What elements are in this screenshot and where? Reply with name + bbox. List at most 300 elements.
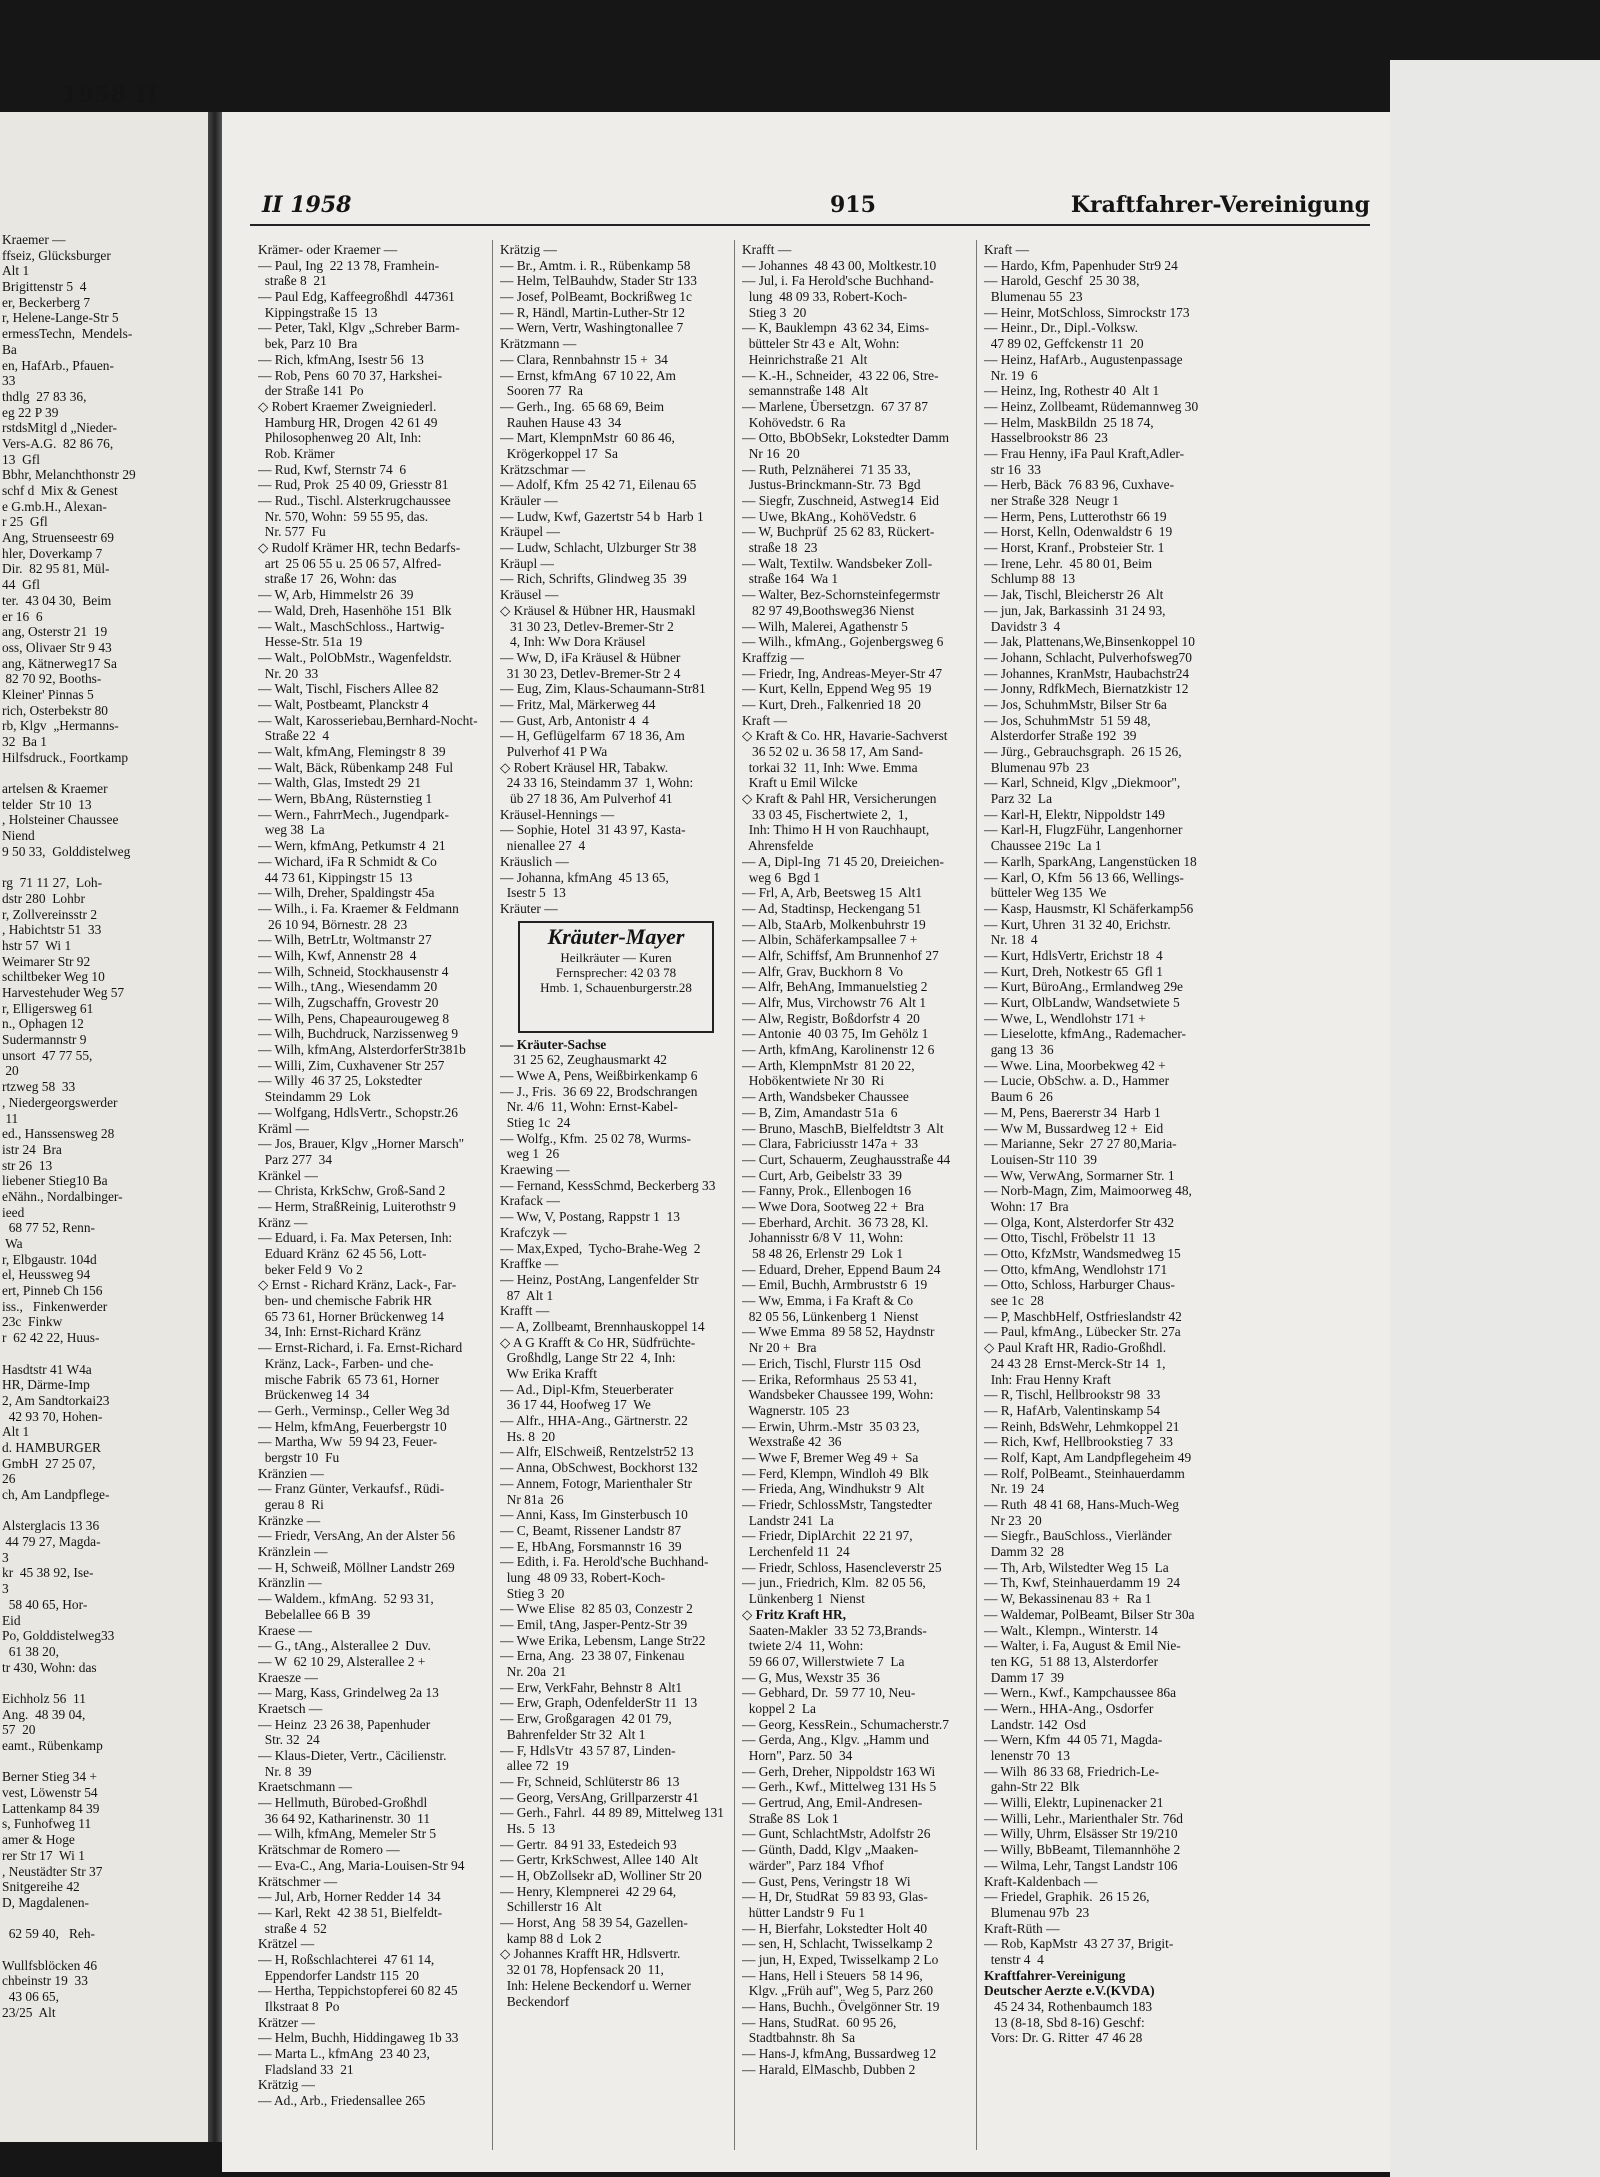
directory-entry-line: — Ferd, Klempn, Windloh 49 Blk xyxy=(742,1465,929,1481)
directory-entry-line: ◇ Fritz Kraft HR, xyxy=(742,1606,846,1622)
directory-entry-line: — R, Tischl, Hellbrookstr 98 33 xyxy=(984,1387,1161,1403)
left-fragment-line: 11 xyxy=(2,1110,19,1126)
directory-entry-line: Inh: Helene Beckendorf u. Werner xyxy=(500,1977,691,1993)
directory-entry-line: Krafft — xyxy=(742,242,792,257)
left-fragment-line: Wa xyxy=(2,1236,23,1251)
directory-entry-line: — Sophie, Hotel 31 43 97, Kasta- xyxy=(500,822,686,838)
directory-entry-line: — Norb-Magn, Zim, Maimoorweg 48, xyxy=(984,1183,1192,1199)
directory-entry-line: Nr. 18 4 xyxy=(984,932,1038,948)
directory-entry-line: — sen, H, Schlacht, Twisselkamp 2 xyxy=(742,1936,933,1952)
directory-entry-line: Krätzel — xyxy=(258,1936,315,1952)
directory-entry-line: — Eberhard, Archit. 36 73 28, Kl. xyxy=(742,1214,929,1230)
directory-entry-line: — Wilma, Lehr, Tangst Landstr 106 xyxy=(984,1857,1178,1873)
directory-entry-line: — F, HdlsVtr 43 57 87, Linden- xyxy=(500,1742,676,1758)
directory-entry-line: — Ad., Arb., Friedensallee 265 xyxy=(258,2093,426,2109)
directory-entry-line: — Fr, Schneid, Schlüterstr 86 13 xyxy=(500,1773,680,1789)
directory-entry-line: — Karl, O, Kfm 56 13 66, Wellings- xyxy=(984,869,1184,885)
left-fragment-line: 44 79 27, Magda- xyxy=(2,1534,101,1550)
directory-entry-line: Nr. 4/6 11, Wohn: Ernst-Kabel- xyxy=(500,1099,678,1115)
directory-entry-line: — Otto, kfmAng, Wendlohstr 171 xyxy=(984,1261,1168,1277)
left-fragment-line xyxy=(2,1942,202,1958)
left-fragment-line: eg 22 P 39 xyxy=(2,404,59,420)
directory-entry-line: — Willi, Zim, Cuxhavener Str 257 xyxy=(258,1057,445,1073)
left-fragment-line: 33 xyxy=(2,373,16,389)
directory-entry-line: 36 17 44, Hoofweg 17 We xyxy=(500,1397,651,1413)
left-fragment-line: 44 Gfl xyxy=(2,577,40,593)
directory-entry-line: Louisen-Str 110 39 xyxy=(984,1151,1097,1167)
directory-entry-line: — Hertha, Teppichstopferei 60 82 45 xyxy=(258,1983,458,1999)
directory-entry-line: Ilkstraat 8 Po xyxy=(258,1999,340,2014)
directory-entry-line: bek, Parz 10 Bra xyxy=(258,336,358,352)
directory-entry-line: — Kurt, BüroAng., Ermlandweg 29e xyxy=(984,979,1183,995)
directory-entry-line: lung 48 09 33, Robert-Koch- xyxy=(500,1569,666,1585)
directory-entry-line: — Wern., Kwf., Kampchaussee 86a xyxy=(984,1685,1177,1701)
directory-entry-line: Kraft — xyxy=(984,242,1029,257)
left-fragment-line: 42 93 70, Hohen- xyxy=(2,1408,103,1424)
directory-entry-line: — Friedel, Graphik. 26 15 26, xyxy=(984,1889,1150,1905)
directory-entry-line: gahn-Str 22 Blk xyxy=(984,1779,1080,1795)
directory-entry-line: Alsterdorfer Straße 192 39 xyxy=(984,728,1137,744)
directory-entry-line: — Alfr., HHA-Ang., Gärtnerstr. 22 xyxy=(500,1413,688,1429)
directory-entry-line: — Emil, Buchh, Armbruststr 6 19 xyxy=(742,1277,928,1293)
directory-entry-line: Inh: Frau Henny Kraft xyxy=(984,1371,1111,1387)
directory-entry-line: tenstr 4 4 xyxy=(984,1951,1044,1967)
directory-entry-line: Großhdlg, Lange Str 22 4, Inh: xyxy=(500,1350,676,1366)
directory-entry-line: — Gerh., Kwf., Mittelweg 131 Hs 5 xyxy=(742,1779,937,1795)
directory-entry-line: — Gerda, Ang., Klgv. „Hamm und xyxy=(742,1732,929,1748)
directory-entry-line: 24 33 16, Steindamm 37 1, Wohn: xyxy=(500,775,694,791)
directory-entry-line: — Fernand, KessSchmd, Beckerberg 33 xyxy=(500,1177,716,1193)
directory-entry-line: Bahrenfelder Str 32 Alt 1 xyxy=(500,1726,646,1742)
directory-entry-line: bütteler Str 43 e Alt, Wohn: xyxy=(742,336,900,352)
directory-entry-line: 32 01 78, Hopfensack 20 11, xyxy=(500,1962,664,1978)
left-fragment-line: ieed xyxy=(2,1204,25,1220)
directory-entry-line: — Jul, i. Fa Herold'sche Buchhand- xyxy=(742,273,934,289)
directory-entry-line: — Siegfr, Zuschneid, Astweg14 Eid xyxy=(742,493,939,508)
directory-entry-line: — Marlene, Übersetzgn. 67 37 87 xyxy=(742,398,928,414)
directory-entry-line: Heinrichstraße 21 Alt xyxy=(742,351,868,367)
directory-entry-line: — Arth, Wandsbeker Chaussee xyxy=(742,1089,909,1105)
directory-entry-line: — Ww, D, iFa Kräusel & Hübner xyxy=(500,649,684,665)
directory-entry-line: twiete 2/4 11, Wohn: xyxy=(742,1638,867,1654)
directory-entry-line: koppel 2 La xyxy=(742,1700,817,1716)
directory-entry-line: 31 25 62, Zeughausmarkt 42 xyxy=(500,1052,667,1068)
directory-entry-line: 82 97 49,Boothsweg36 Nienst xyxy=(742,602,915,618)
directory-entry-line: — Lieselotte, kfmAng., Rademacher- xyxy=(984,1026,1187,1042)
directory-entry-line: — Ww, Emma, i Fa Kraft & Co xyxy=(742,1293,917,1309)
directory-entry-line: — Paul, Ing 22 13 78, Framhein- xyxy=(258,257,440,273)
directory-entry-line: Straße 22 4 xyxy=(258,728,330,744)
directory-entry-line: — Rud., Tischl. Alsterkrugchaussee xyxy=(258,493,451,508)
directory-entry-line: weg 38 La xyxy=(258,822,325,838)
left-fragment-line: r, Elbgaustr. 104d xyxy=(2,1251,97,1267)
directory-entry-line: 31 30 23, Detlev-Bremer-Str 2 xyxy=(500,618,674,634)
directory-entry-line: — Gust, Pens, Veringstr 18 Wi xyxy=(742,1873,911,1889)
directory-entry-line: Krämer- oder Kraemer — xyxy=(258,242,398,257)
directory-entry-line: — K.-H., Schneider, 43 22 06, Stre- xyxy=(742,367,939,383)
directory-entry-line: ◇ A G Krafft & Co HR, Südfrüchte- xyxy=(500,1334,696,1350)
directory-entry-line: — Wichard, iFa R Schmidt & Co xyxy=(258,853,441,869)
directory-entry-line: — Willy 46 37 25, Lokstedter xyxy=(258,1073,422,1089)
directory-entry-line: — Klaus-Dieter, Vertr., Cäcilienstr. xyxy=(258,1748,447,1763)
left-fragment-line: 13 Gfl xyxy=(2,451,40,467)
column-divider xyxy=(734,240,735,2150)
directory-entry-line: — W, Arb, Himmelstr 26 39 xyxy=(258,587,414,603)
column-divider xyxy=(976,240,977,2150)
directory-entry-line: Stieg 3 20 xyxy=(500,1585,565,1601)
directory-entry-line: — Edith, i. Fa. Herold'sche Buchhand- xyxy=(500,1554,709,1570)
directory-entry-line: — Jonny, RdfkMech, Biernatzkistr 12 xyxy=(984,681,1189,697)
directory-entry-line: Straße 8S Lok 1 xyxy=(742,1810,839,1826)
directory-entry-line: — Ww M, Bussardweg 12 + Eid xyxy=(984,1120,1164,1136)
directory-entry-line: — Albin, Schäferkampsallee 7 + xyxy=(742,932,918,948)
directory-entry-line: Eduard Kränz 62 45 56, Lott- xyxy=(258,1246,427,1261)
left-fragment-line: Harvestehuder Weg 57 xyxy=(2,985,125,1000)
directory-entry-line: — Johannes 48 43 00, Moltkestr.10 xyxy=(742,257,937,273)
left-fragment-line: rstdsMitgl d „Nieder- xyxy=(2,420,118,436)
directory-entry-line: — Horst, Kranf., Probsteier Str. 1 xyxy=(984,540,1165,556)
left-fragment-line: schf d Mix & Genest xyxy=(2,483,118,498)
directory-entry-line: — Alfr, Schiffsf, Am Brunnenhof 27 xyxy=(742,947,939,963)
directory-entry-line: Parz 32 La xyxy=(984,791,1053,807)
left-fragment-line: 26 xyxy=(2,1471,16,1487)
left-fragment-line: ang, Osterstr 21 19 xyxy=(2,624,108,640)
page-header xyxy=(250,192,1370,224)
directory-entry-line: — Kräuter-Sachse xyxy=(500,1036,607,1052)
directory-entry-line: — H, Schweiß, Möllner Landstr 269 xyxy=(258,1559,455,1575)
directory-entry-line: — Johannes, KranMstr, Haubachstr24 xyxy=(984,665,1190,681)
left-fragment-line: er, Beckerberg 7 xyxy=(2,294,91,310)
directory-entry-line: — Siegfr., BauSchloss., Vierländer xyxy=(984,1528,1172,1544)
directory-entry-line: — Curt, Schauerm, Zeughausstraße 44 xyxy=(742,1151,951,1167)
directory-entry-line: — Walth, Glas, Imstedt 29 21 xyxy=(258,775,422,791)
directory-entry-line: — H, Geflügelfarm 67 18 36, Am xyxy=(500,728,685,744)
directory-entry-line: Krafft — xyxy=(500,1303,550,1319)
directory-entry-line: — Rich, kfmAng, Isestr 56 13 xyxy=(258,351,424,367)
directory-entry-line: beker Feld 9 Vo 2 xyxy=(258,1261,363,1277)
left-fragment-line: 43 06 65, xyxy=(2,1989,59,2004)
left-fragment-line: 9 50 33, Golddistelweg xyxy=(2,843,131,859)
directory-entry-line: — Fanny, Prok., Ellenbogen 16 xyxy=(742,1183,912,1199)
directory-entry-line: — Max,Exped, Tycho-Brahe-Weg 2 xyxy=(500,1240,701,1256)
left-fragment-line: Kraemer — xyxy=(2,232,66,247)
directory-entry-line: — Johann, Schlacht, Pulverhofsweg70 xyxy=(984,649,1192,665)
directory-entry-line: Kraesze — xyxy=(258,1669,318,1685)
directory-entry-line: Krafczyk — xyxy=(500,1224,567,1240)
header-rule xyxy=(250,224,1370,226)
left-fragment-line: tr 430, Wohn: das xyxy=(2,1659,97,1675)
directory-entry-line: — Jak, Tischl, Bleicherstr 26 Alt xyxy=(984,587,1164,603)
directory-entry-line: — Alfr, Grav, Buckhorn 8 Vo xyxy=(742,963,904,979)
directory-entry-line: Schlump 88 13 xyxy=(984,571,1076,587)
directory-entry-line: — Johanna, kfmAng 45 13 65, xyxy=(500,869,669,885)
directory-entry-line: — Jos, Brauer, Klgv „Horner Marsch" xyxy=(258,1136,465,1152)
directory-entry-line: — Rolf, PolBeamt., Steinhauerdamm xyxy=(984,1465,1185,1481)
left-fragment-line: Ba xyxy=(2,341,17,357)
left-fragment-line: Eichholz 56 11 xyxy=(2,1690,86,1706)
directory-entry-line: — Br., Amtm. i. R., Rübenkamp 58 xyxy=(500,257,691,273)
directory-entry-line: — Heinz 23 26 38, Papenhuder xyxy=(258,1716,431,1732)
directory-entry-line: — Wilh, Dreher, Spaldingstr 45a xyxy=(258,885,435,901)
directory-entry-line: Blumenau 97b 23 xyxy=(984,759,1090,775)
directory-entry-line: — Walt., MaschSchloss., Hartwig- xyxy=(258,618,445,634)
directory-entry-line: — Paul Edg, Kaffeegroßhdl 447361 xyxy=(258,289,455,305)
directory-entry-line: — Fritz, Mal, Märkerweg 44 xyxy=(500,696,656,712)
directory-entry-line: Krögerkoppel 17 Sa xyxy=(500,445,618,461)
directory-entry-line: Krätschmer — xyxy=(258,1873,338,1889)
directory-entry-line: — Franz Günter, Verkaufsf., Rüdi- xyxy=(258,1481,445,1497)
directory-entry-line: — Wern, Vertr, Washingtonallee 7 xyxy=(500,320,684,336)
directory-entry-line: — jun., Friedrich, Klm. 82 05 56, xyxy=(742,1575,926,1591)
directory-entry-line: Kraft-Kaldenbach — xyxy=(984,1873,1098,1889)
directory-entry-line: 65 73 61, Horner Brückenweg 14 xyxy=(258,1308,444,1324)
directory-entry-line: — Jos, SchuhmMstr, Bilser Str 6a xyxy=(984,696,1167,712)
directory-entry-line: wärder", Parz 184 Vfhof xyxy=(742,1857,884,1873)
directory-entry-line: Nr. 577 Fu xyxy=(258,524,326,540)
directory-entry-line: — Willi, Lehr., Marienthaler Str. 76d xyxy=(984,1810,1183,1826)
directory-entry-line: — W, Bekassinenau 83 + Ra 1 xyxy=(984,1591,1152,1607)
left-fragment-line: Snitgereihe 42 xyxy=(2,1879,80,1895)
directory-entry-line: — Hardo, Kfm, Papenhuder Str9 24 xyxy=(984,257,1178,273)
left-fragment-line: Ang, Struenseestr 69 xyxy=(2,530,114,546)
directory-entry-line: — Gertr. 84 91 33, Estedeich 93 xyxy=(500,1836,677,1852)
right-page xyxy=(222,112,1390,2172)
directory-entry-line: Ahrensfelde xyxy=(742,838,814,854)
ad-title: Kräuter-Mayer xyxy=(547,923,685,949)
directory-entry-line: Isestr 5 13 xyxy=(500,885,566,901)
left-fragment-line: Kleiner' Pinnas 5 xyxy=(2,686,94,702)
directory-entry-line: — Clara, Rennbahnstr 15 + 34 xyxy=(500,351,668,367)
left-fragment-line xyxy=(2,1754,202,1770)
left-fragment-line: 3 xyxy=(2,1549,9,1565)
directory-entry-line: — Arth, KlempnMstr 81 20 22, xyxy=(742,1057,915,1073)
left-fragment-line: Vers-A.G. 82 86 76, xyxy=(2,435,114,451)
left-fragment-line: Bbhr, Melanchthonstr 29 xyxy=(2,467,136,483)
left-fragment-line: eamt., Rübenkamp xyxy=(2,1738,103,1753)
left-fragment-line: en, HafArb., Pfauen- xyxy=(2,357,114,373)
left-fragment-line: el, Heussweg 94 xyxy=(2,1267,91,1283)
directory-entry-line: Krätschmar de Romero — xyxy=(258,1842,400,1858)
directory-entry-line: — H, ObZollsekr aD, Wolliner Str 20 xyxy=(500,1868,702,1883)
directory-entry-line: — Georg, KessRein., Schumacherstr.7 xyxy=(742,1716,949,1732)
directory-entry-line: — Gerh., Ing. 65 68 69, Beim xyxy=(500,398,665,414)
directory-entry-line: Horn", Parz. 50 34 xyxy=(742,1748,853,1763)
left-fragment-line: 3 xyxy=(2,1581,9,1597)
directory-entry-line: — Helm, kfmAng, Feuerbergstr 10 xyxy=(258,1418,447,1434)
directory-entry-line: Saaten-Makler 33 52 73,Brands- xyxy=(742,1622,927,1638)
left-fragment-line: ter. 43 04 30, Beim xyxy=(2,592,112,608)
directory-entry-line: straße 4 52 xyxy=(258,1920,327,1936)
directory-entry-line: — Lucie, ObSchw. a. D., Hammer xyxy=(984,1073,1170,1089)
ad-phone: Fernsprecher: 42 03 78 xyxy=(555,964,677,980)
directory-entry-line: — Mart, KlempnMstr 60 86 46, xyxy=(500,430,675,446)
directory-entry-line: see 1c 28 xyxy=(984,1293,1044,1309)
directory-entry-line: — Erw, Großgaragen 42 01 79, xyxy=(500,1711,672,1727)
directory-entry-line: — Kurt, Kelln, Eppend Weg 95 19 xyxy=(742,681,932,697)
directory-entry-line: 36 52 02 u. 36 58 17, Am Sand- xyxy=(742,744,924,759)
directory-entry-line: Justus-Brinckmann-Str. 73 Bgd xyxy=(742,477,921,493)
left-fragment-line: Eid xyxy=(2,1612,21,1628)
directory-entry-line: — G, Mus, Wexstr 35 36 xyxy=(742,1669,880,1685)
left-fragment-line: 68 77 52, Renn- xyxy=(2,1220,95,1236)
directory-entry-line: — Otto, BbObSekr, Lokstedter Damm xyxy=(742,430,949,446)
left-fragment-line: , Niedergeorgswerder xyxy=(2,1094,118,1110)
directory-entry-line: — Eva-C., Ang, Maria-Louisen-Str 94 xyxy=(258,1857,465,1873)
directory-entry-line: — Ad, Stadtinsp, Heckengang 51 xyxy=(742,900,922,916)
directory-entry-line: Krätzig — xyxy=(500,242,557,257)
directory-entry-line: — Wilh, kfmAng, AlsterdorferStr381b xyxy=(258,1042,466,1058)
left-page-fragment xyxy=(2,232,202,2020)
directory-entry-line: — Wilh, BetrLtr, Woltmanstr 27 xyxy=(258,932,432,948)
directory-entry-line: Kräusel-Hennings — xyxy=(500,806,615,822)
directory-entry-line: — Marg, Kass, Grindelweg 2a 13 xyxy=(258,1685,439,1701)
directory-entry-line: — Karl, Schneid, Klgv „Diekmoor", xyxy=(984,775,1181,791)
left-fragment-line: ed., Hanssensweg 28 xyxy=(2,1126,115,1142)
directory-entry-line: Lerchenfeld 11 24 xyxy=(742,1544,850,1560)
directory-entry-line: ◇ Rudolf Krämer HR, techn Bedarfs- xyxy=(258,540,461,556)
directory-entry-line: — Walter, i. Fa, August & Emil Nie- xyxy=(984,1638,1181,1654)
directory-entry-line: Parz 277 34 xyxy=(258,1151,333,1167)
directory-entry-line: — Th, Arb, Wilstedter Weg 15 La xyxy=(984,1559,1169,1575)
directory-entry-line: Kraewing — xyxy=(500,1162,570,1178)
directory-entry-line: — Ww, V, Postang, Rappstr 1 13 xyxy=(500,1209,680,1225)
left-fragment-line: Dir. 82 95 81, Mül- xyxy=(2,561,110,577)
left-fragment-line: Sudermannstr 9 xyxy=(2,1032,87,1048)
directory-entry-line: Kraft — xyxy=(742,712,787,728)
directory-entry-line: — Ernst, kfmAng 67 10 22, Am xyxy=(500,367,676,383)
directory-entry-line: gang 13 36 xyxy=(984,1042,1054,1058)
directory-entry-line: Stadtbahnstr. 8h Sa xyxy=(742,2030,856,2046)
directory-entry-line: Chaussee 219c La 1 xyxy=(984,838,1102,854)
directory-entry-line: ◇ Ernst - Richard Kränz, Lack-, Far- xyxy=(258,1277,457,1293)
left-fragment-line: 58 40 65, Hor- xyxy=(2,1596,88,1612)
directory-entry-line: — Erw, VerkFahr, Behnstr 8 Alt1 xyxy=(500,1679,683,1695)
directory-entry-line: Kränkel — xyxy=(258,1167,318,1183)
directory-entry-line: — Erwin, Uhrm.-Mstr 35 03 23, xyxy=(742,1418,920,1434)
directory-entry-line: Philosophenweg 20 Alt, Inh: xyxy=(258,430,422,446)
directory-entry-line: — Wilh, Schneid, Stockhausenstr 4 xyxy=(258,963,449,979)
directory-column-3 xyxy=(742,242,968,2077)
directory-entry-line: — Gust, Arb, Antonistr 4 4 xyxy=(500,712,649,728)
directory-entry-line: 36 64 92, Katharinenstr. 30 11 xyxy=(258,1810,431,1826)
left-fragment-line: 62 59 40, Reh- xyxy=(2,1926,95,1942)
directory-entry-line: Nr 20 + Bra xyxy=(742,1340,817,1356)
directory-entry-line: Schillerstr 16 Alt xyxy=(500,1899,602,1915)
left-fragment-line: rer Str 17 Wi 1 xyxy=(2,1847,85,1863)
directory-entry-line: — H, Roßschlachterei 47 61 14, xyxy=(258,1951,435,1967)
directory-entry-line: ◇ Robert Kräusel HR, Tabakw. xyxy=(500,759,672,775)
directory-entry-line: — Jak, Plattenans,We,Binsenkoppel 10 xyxy=(984,634,1195,650)
left-fragment-line: liebener Stieg10 Ba xyxy=(2,1173,108,1189)
directory-entry-line: — Georg, VersAng, Grillparzerstr 41 xyxy=(500,1789,699,1805)
left-fragment-line: r, Helene-Lange-Str 5 xyxy=(2,310,119,326)
directory-entry-line: — Friedr, Ing, Andreas-Meyer-Str 47 xyxy=(742,665,943,681)
left-fragment-line: Alsterglacis 13 36 xyxy=(2,1518,100,1534)
directory-entry-line: — Heinr., Dr., Dipl.-Volksw. xyxy=(984,320,1142,336)
directory-entry-line: — H, Dr, StudRat 59 83 93, Glas- xyxy=(742,1889,928,1905)
directory-entry-line: Davidstr 3 4 xyxy=(984,618,1061,634)
directory-entry-line: Kraetsch — xyxy=(258,1700,323,1716)
directory-entry-line: gerau 8 Ri xyxy=(258,1497,324,1512)
directory-entry-line: — Heinr, MotSchloss, Simrockstr 173 xyxy=(984,304,1190,320)
left-fragment-line: 23/25 Alt xyxy=(2,2004,56,2020)
directory-entry-line: — Jul, Arb, Horner Redder 14 34 xyxy=(258,1889,441,1905)
directory-entry-line: — Ww, VerwAng, Sormarner Str. 1 xyxy=(984,1167,1175,1183)
directory-entry-line: 44 73 61, Kippingstr 15 13 xyxy=(258,869,413,885)
left-fragment-line: ang, Kätnerweg17 Sa xyxy=(2,655,117,671)
directory-entry-line: — Anna, ObSchwest, Bockhorst 132 xyxy=(500,1460,698,1476)
directory-entry-line: — Wern., FahrrMech., Jugendpark- xyxy=(258,806,449,822)
directory-entry-line: Deutscher Aerzte e.V.(KVDA) xyxy=(984,1983,1155,1999)
directory-entry-line: — Alfr, ElSchweiß, Rentzelstr52 13 xyxy=(500,1444,694,1460)
directory-entry-line: Hamburg HR, Drogen 42 61 49 xyxy=(258,414,438,430)
directory-entry-line: — Arth, kfmAng, Karolinenstr 12 6 xyxy=(742,1042,935,1058)
directory-entry-line: — Herb, Bäck 76 83 96, Cuxhave- xyxy=(984,477,1175,493)
left-fragment-line: HR, Därme-Imp xyxy=(2,1377,94,1393)
directory-entry-line: allee 72 19 xyxy=(500,1758,569,1774)
left-fragment-line: rg 71 11 27, Loh- xyxy=(2,875,103,891)
directory-entry-line: — Irene, Lehr. 45 80 01, Beim xyxy=(984,555,1153,571)
directory-entry-line: — P, MaschbHelf, Ostfrieslandstr 42 xyxy=(984,1308,1182,1324)
directory-entry-line: — Paul, kfmAng., Lübecker Str. 27a xyxy=(984,1324,1181,1340)
directory-entry-line: — Hans-J, kfmAng, Bussardweg 12 xyxy=(742,2046,937,2062)
directory-entry-line: 26 10 94, Börnestr. 28 23 xyxy=(258,916,408,932)
directory-entry-line: — Jos, SchuhmMstr 51 59 48, xyxy=(984,712,1151,728)
directory-entry-line: — Jürg., Gebrauchsgraph. 26 15 26, xyxy=(984,744,1182,759)
directory-entry-line: — Otto, Tischl, Fröbelstr 11 13 xyxy=(984,1230,1156,1246)
directory-entry-line: — Walt, Karosseriebau,Bernhard-Nocht- xyxy=(258,712,478,728)
directory-entry-line: Kippingstraße 15 13 xyxy=(258,304,378,320)
directory-column-2 xyxy=(500,242,726,2009)
directory-entry-line: Kräuter — xyxy=(500,900,558,916)
directory-entry-line: — Clara, Fabriciusstr 147a + 33 xyxy=(742,1136,919,1152)
directory-entry-line: — Waldem., kfmAng. 52 93 31, xyxy=(258,1591,434,1607)
left-fragment-line: rich, Osterbekstr 80 xyxy=(2,702,108,718)
directory-entry-line: — Rud, Prok 25 40 09, Griesstr 81 xyxy=(258,477,449,493)
directory-entry-line: Kränzke — xyxy=(258,1512,321,1528)
directory-entry-line: Blumenau 97b 23 xyxy=(984,1904,1090,1920)
left-fragment-line: d. HAMBURGER xyxy=(2,1439,101,1455)
left-fragment-line: e G.mb.H., Alexan- xyxy=(2,498,107,514)
directory-entry-line: — Bruno, MaschB, Bielfeldtstr 3 Alt xyxy=(742,1120,944,1136)
left-fragment-line: n., Ophagen 12 xyxy=(2,1016,84,1032)
directory-entry-line: — jun, H, Exped, Twisselkamp 2 Lo xyxy=(742,1951,939,1967)
directory-entry-line: — Gunt, SchlachtMstr, Adolfstr 26 xyxy=(742,1826,931,1842)
directory-entry-line: — A, Dipl-Ing 71 45 20, Dreieichen- xyxy=(742,853,944,869)
left-fragment-line: artelsen & Kraemer xyxy=(2,781,111,797)
directory-entry-line: Hasselbrookstr 86 23 xyxy=(984,430,1108,446)
directory-entry-line: 47 89 02, Geffckenstr 11 20 xyxy=(984,336,1144,352)
directory-entry-line: ◇ Kraft & Pahl HR, Versicherungen xyxy=(742,791,937,807)
left-fragment-line: Hasdtstr 41 W4a xyxy=(2,1361,92,1377)
left-fragment-line: 2, Am Sandtorkai23 xyxy=(2,1392,110,1408)
directory-entry-line: — Alb, StaArb, Molkenbuhrstr 19 xyxy=(742,916,926,932)
directory-entry-line: — K, Bauklempn 43 62 34, Eims- xyxy=(742,320,930,336)
directory-entry-line: — Herm, Pens, Lutterothstr 66 19 xyxy=(984,508,1167,524)
directory-entry-line: ◇ Kraft & Co. HR, Havarie-Sachverst xyxy=(742,728,948,744)
left-fragment-line: 82 70 92, Booths- xyxy=(2,671,102,687)
directory-entry-line: kamp 88 d Lok 2 xyxy=(500,1930,602,1946)
directory-entry-line: Nr. 570, Wohn: 59 55 95, das. xyxy=(258,508,429,524)
directory-entry-line: Kraffzig — xyxy=(742,649,804,665)
left-fragment-line: Weimarer Str 92 xyxy=(2,953,91,969)
directory-entry-line: — Wwe. Lina, Moorbekweg 42 + xyxy=(984,1057,1166,1073)
directory-entry-line: — Friedr, SchlossMstr, Tangstedter xyxy=(742,1497,933,1512)
left-fragment-line: Niend xyxy=(2,828,35,844)
directory-entry-line: — Erw, Graph, OdenfelderStr 11 13 xyxy=(500,1695,698,1711)
directory-entry-line: ten KG, 51 88 13, Alsterdorfer xyxy=(984,1653,1159,1669)
directory-entry-line: — Th, Kwf, Steinhauerdamm 19 24 xyxy=(984,1575,1181,1591)
